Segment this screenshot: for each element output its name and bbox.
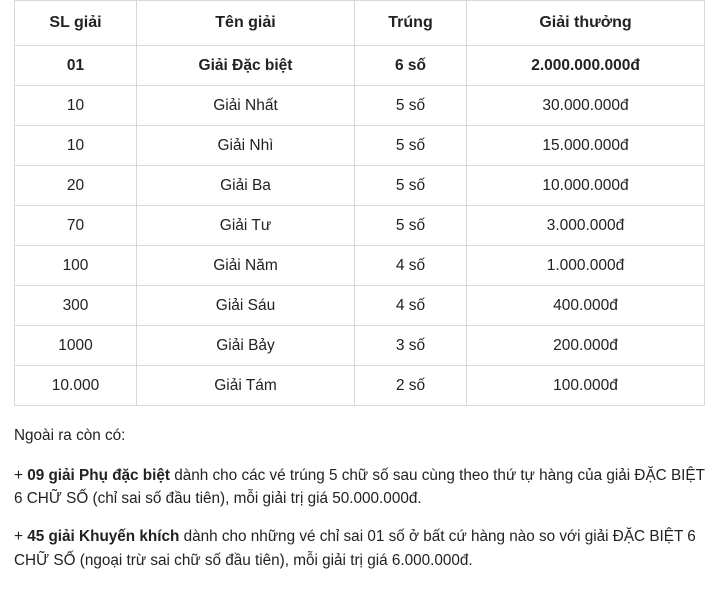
table-row bbox=[15, 126, 705, 166]
cell-quantity: 10.000 bbox=[15, 366, 137, 406]
cell-match: 5 số bbox=[355, 86, 467, 126]
bonus-2-text: dành cho những vé chỉ sai 01 số ở bất cứ hàng nào so với giải ĐẶC BIỆT 6 CHỮ SỐ (ngoại trừ sai chữ số đầu tiên), mỗi giải trị giá 6.000.000đ. bbox=[14, 528, 696, 569]
cell-match: 5 số bbox=[355, 206, 467, 246]
cell-quantity: 20 bbox=[15, 166, 137, 206]
cell-prize-name: Giải Sáu bbox=[137, 286, 355, 326]
cell-match: 5 số bbox=[355, 126, 467, 166]
cell-prize-name: Giải Ba bbox=[137, 166, 355, 206]
cell-prize-amount: 2.000.000.000đ bbox=[467, 46, 705, 86]
cell-prize-name: Giải Bảy bbox=[137, 326, 355, 366]
column-header-quantity: SL giải bbox=[15, 1, 137, 46]
cell-prize-name: Giải Nhất bbox=[137, 86, 355, 126]
cell-prize-name: Giải Tư bbox=[137, 206, 355, 246]
cell-prize-amount: 15.000.000đ bbox=[467, 126, 705, 166]
bonus-2-title: 45 giải Khuyến khích bbox=[27, 528, 180, 546]
prize-table-header bbox=[15, 1, 705, 46]
bonus-1-title: 09 giải Phụ đặc biệt bbox=[27, 466, 170, 484]
prize-table-body bbox=[15, 46, 705, 406]
cell-quantity: 300 bbox=[15, 286, 137, 326]
table-row bbox=[15, 166, 705, 206]
cell-prize-amount: 30.000.000đ bbox=[467, 86, 705, 126]
cell-match: 2 số bbox=[355, 366, 467, 406]
column-header-prize-name: Tên giải bbox=[137, 1, 355, 46]
notes-intro: Ngoài ra còn có: bbox=[14, 427, 126, 444]
cell-prize-name: Giải Năm bbox=[137, 246, 355, 286]
cell-prize-amount: 100.000đ bbox=[467, 366, 705, 406]
table-row bbox=[15, 326, 705, 366]
cell-quantity: 70 bbox=[15, 206, 137, 246]
cell-prize-name: Giải Đặc biệt bbox=[137, 46, 355, 86]
cell-quantity: 10 bbox=[15, 86, 137, 126]
cell-match: 6 số bbox=[355, 46, 467, 86]
table-row bbox=[15, 206, 705, 246]
cell-match: 4 số bbox=[355, 246, 467, 286]
cell-quantity: 10 bbox=[15, 126, 137, 166]
cell-prize-name: Giải Nhì bbox=[137, 126, 355, 166]
table-row bbox=[15, 286, 705, 326]
cell-quantity: 100 bbox=[15, 246, 137, 286]
cell-prize-amount: 3.000.000đ bbox=[467, 206, 705, 246]
table-row bbox=[15, 246, 705, 286]
prize-table bbox=[14, 0, 705, 406]
cell-prize-amount: 400.000đ bbox=[467, 286, 705, 326]
bonus-prize-note-1 bbox=[14, 464, 706, 511]
additional-notes bbox=[14, 424, 706, 573]
table-header-row bbox=[15, 1, 705, 46]
column-header-match: Trúng bbox=[355, 1, 467, 46]
cell-prize-amount: 10.000.000đ bbox=[467, 166, 705, 206]
cell-prize-amount: 200.000đ bbox=[467, 326, 705, 366]
cell-match: 3 số bbox=[355, 326, 467, 366]
cell-prize-name: Giải Tám bbox=[137, 366, 355, 406]
cell-match: 5 số bbox=[355, 166, 467, 206]
cell-prize-amount: 1.000.000đ bbox=[467, 246, 705, 286]
cell-match: 4 số bbox=[355, 286, 467, 326]
bonus-1-text: dành cho các vé trúng 5 chữ số sau cùng theo thứ tự hàng của giải ĐẶC BIỆT 6 CHỮ SỐ (chỉ sai số đầu tiên), mỗi giải trị giá 50.000.000đ. bbox=[14, 466, 705, 508]
column-header-prize-amount: Giải thưởng bbox=[467, 1, 705, 46]
cell-quantity: 01 bbox=[15, 46, 137, 86]
bonus-2-prefix: + bbox=[14, 528, 28, 546]
table-row bbox=[15, 86, 705, 126]
bonus-1-prefix: + bbox=[14, 466, 28, 484]
table-row bbox=[15, 46, 705, 86]
cell-quantity: 1000 bbox=[15, 326, 137, 366]
bonus-prize-note-2 bbox=[14, 525, 706, 572]
table-row bbox=[15, 366, 705, 406]
